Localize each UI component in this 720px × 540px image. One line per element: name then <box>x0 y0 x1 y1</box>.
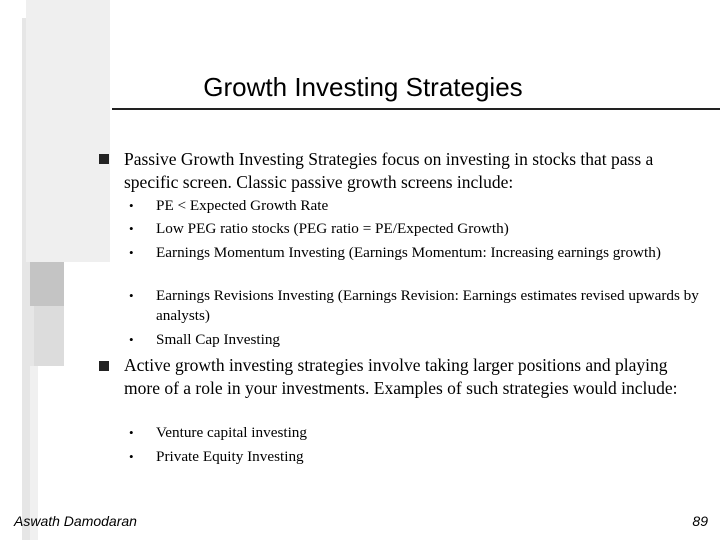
decor-block-mid <box>30 262 64 306</box>
sub-bullet-text: Venture capital investing <box>156 424 307 441</box>
bullet-dot-icon: • <box>129 198 134 213</box>
decor-block-dark <box>34 306 64 366</box>
sub-bullet-text: PE < Expected Growth Rate <box>156 197 329 214</box>
sub-bullet-text: Small Cap Investing <box>156 331 281 348</box>
title-divider <box>112 108 720 110</box>
main-bullet-text: Active growth investing strategies involve taking larger positions and playing more of a role in your investments. Examples of such strategies would include: <box>124 355 678 398</box>
bullet-square-icon <box>99 154 109 164</box>
bullet-dot-icon: • <box>129 221 134 236</box>
sub-bullet-text: Private Equity Investing <box>156 448 304 465</box>
bullet-dot-icon: • <box>129 332 134 347</box>
bullet-dot-icon: • <box>129 245 134 260</box>
sub-bullet-text: Earnings Revisions Investing (Earnings Revision: Earnings estimates revised upwards by analysts) <box>156 287 699 324</box>
bullet-square-icon <box>99 361 109 371</box>
bullet-dot-icon: • <box>129 288 134 303</box>
decor-block-light <box>26 0 110 262</box>
sub-bullet-text: Low PEG ratio stocks (PEG ratio = PE/Expected Growth) <box>156 220 509 237</box>
slide-title: Growth Investing Strategies <box>203 72 523 102</box>
footer-author: Aswath Damodaran <box>14 513 137 529</box>
bullet-dot-icon: • <box>129 449 134 464</box>
main-bullet-text: Passive Growth Investing Strategies focus on investing in stocks that pass a specific screen. Classic passive growth screens include: <box>124 149 654 192</box>
bullet-dot-icon: • <box>129 425 134 440</box>
page-number: 89 <box>692 513 708 529</box>
sub-bullet-text: Earnings Momentum Investing (Earnings Momentum: Increasing earnings growth) <box>156 244 661 261</box>
